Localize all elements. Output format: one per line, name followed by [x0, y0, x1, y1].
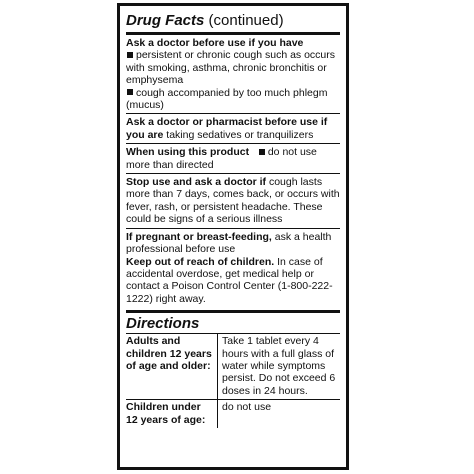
header-continued: (continued) [204, 12, 284, 29]
dosage-group: Children under 12 years of age: [126, 401, 206, 426]
when-using-section [126, 146, 340, 171]
stop-use-heading: Stop use and ask a doctor if [126, 176, 267, 189]
divider [126, 228, 340, 229]
when-using-heading: When using this product [126, 146, 250, 159]
divider [126, 113, 340, 114]
directions-table [126, 334, 340, 428]
drug-facts-panel [117, 3, 349, 470]
ask-pharmacist-section [126, 116, 340, 141]
warning-item: cough accompanied by too much phlegm (mucus) [126, 86, 328, 112]
drug-facts-header [126, 11, 340, 30]
table-row [126, 334, 340, 400]
ask-pharmacist-heading: Ask a doctor or pharmacist before use if you are [126, 116, 328, 141]
divider [126, 173, 340, 174]
divider [126, 310, 340, 313]
ask-doctor-heading: Ask a doctor before use if you have [126, 37, 304, 49]
when-using-text: do not use more than directed [126, 146, 317, 171]
table-row [126, 400, 340, 428]
stop-use-section [126, 176, 340, 226]
bullet-square-icon [259, 149, 265, 155]
dosage-instructions: do not use [218, 400, 341, 428]
warning-item: persistent or chronic cough such as occurs with smoking, asthma, chronic bronchitis or emphysema [126, 49, 336, 87]
bullet-square-icon [127, 89, 133, 95]
keep-out-text: In case of accidental overdose, get medical help or contact a Poison Control Center (1-800-222-1222) right away. [126, 255, 333, 305]
ask-pharmacist-text: taking sedatives or tranquilizers [163, 128, 314, 141]
divider [126, 32, 340, 35]
pregnant-section [126, 231, 340, 305]
bullet-square-icon [127, 52, 133, 58]
keep-out-heading: Keep out of reach of children. [126, 255, 275, 268]
directions-title: Directions [126, 315, 200, 333]
divider [126, 143, 340, 144]
dosage-instructions: Take 1 tablet every 4 hours with a full glass of water while symptoms persist. Do not exceed 6 doses in 24 hours. [218, 334, 341, 400]
pregnant-text: ask a health professional before use [126, 230, 332, 256]
pregnant-heading: If pregnant or breast-feeding, [126, 230, 272, 243]
dosage-group: Adults and children 12 years of age and older: [126, 334, 218, 400]
ask-doctor-section [126, 37, 340, 111]
header-title: Drug Facts [126, 12, 205, 29]
stop-use-text: cough lasts more than 7 days, comes back, or occurs with fever, rash, or persistent headache. These could be signs of a serious illness [126, 176, 340, 226]
